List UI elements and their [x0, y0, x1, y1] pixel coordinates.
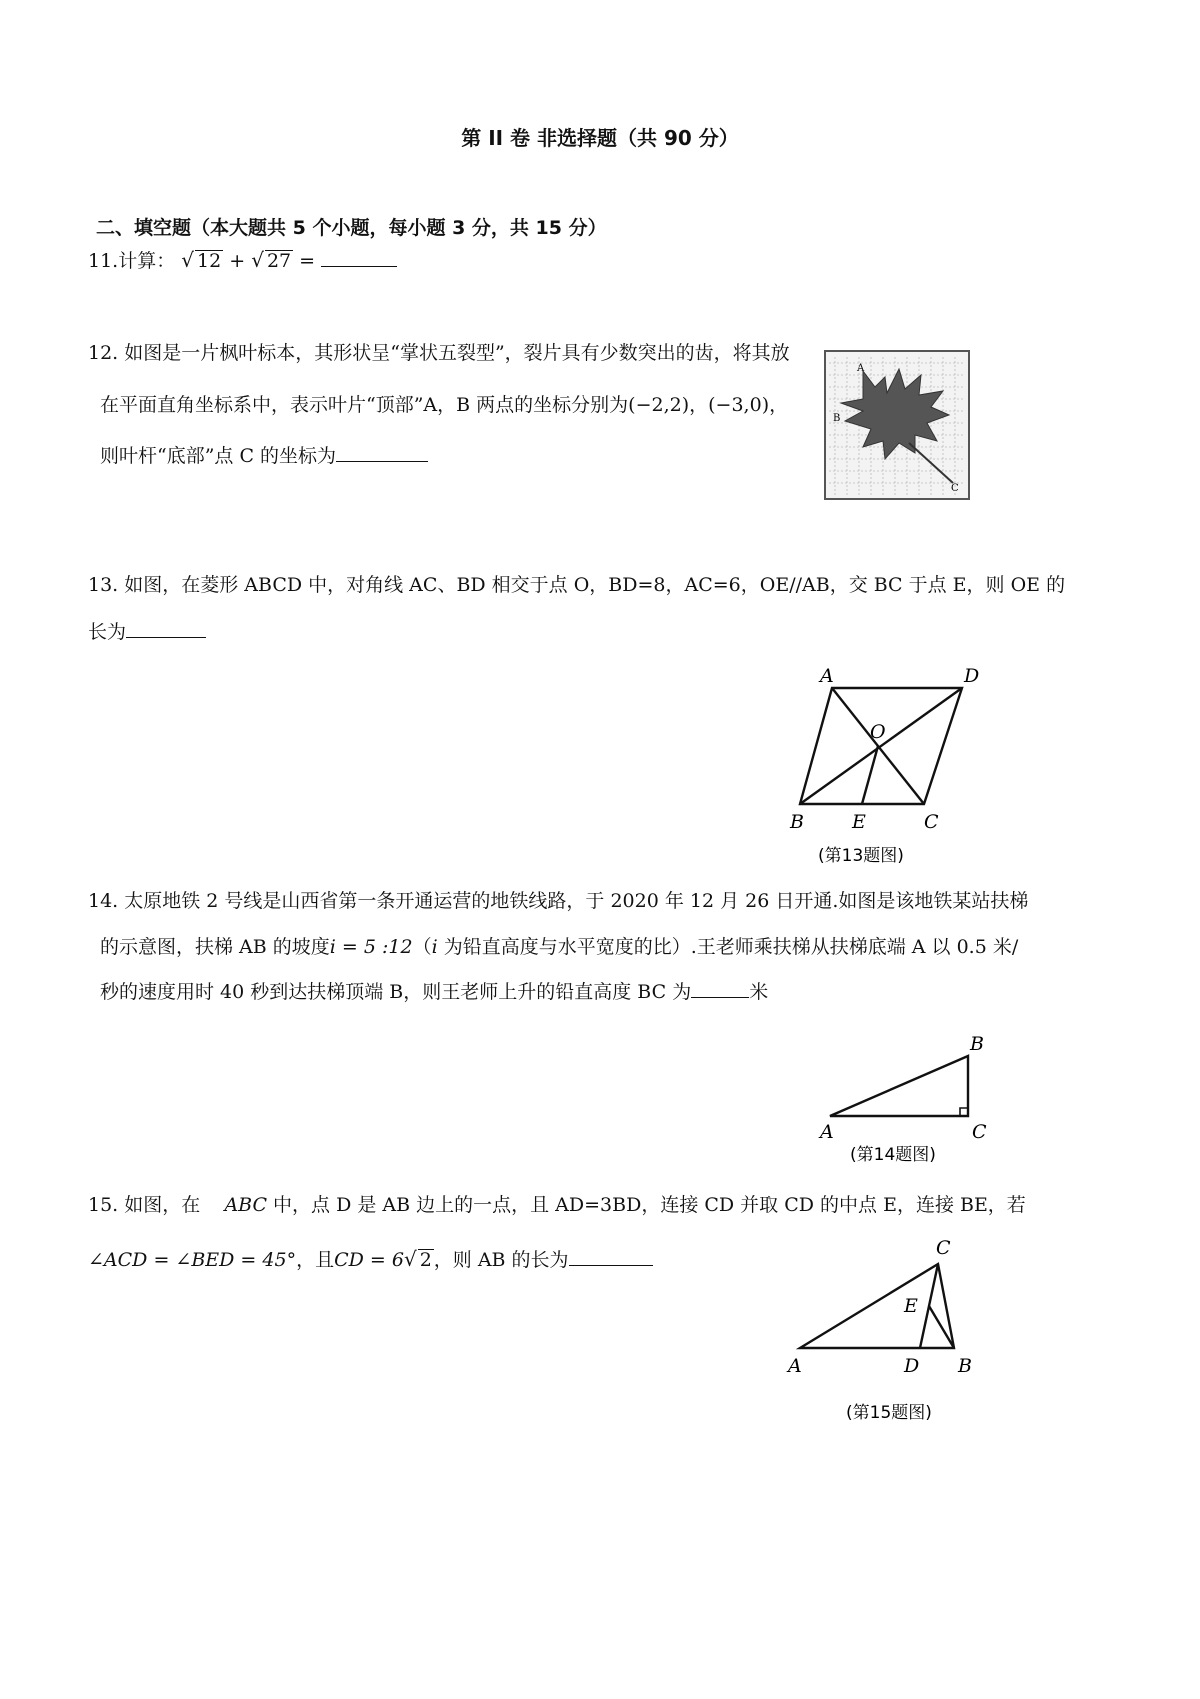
q15-answer-blank[interactable] — [569, 1245, 653, 1266]
q12-line-3-text: 则叶杆“底部”点 C 的坐标为 — [100, 445, 337, 467]
label-b: B — [970, 1033, 984, 1055]
label-e: E — [904, 1295, 918, 1317]
q14-line-1: 14. 太原地铁 2 号线是山西省第一条开通运营的地铁线路，于 2020 年 12 月 26 日开通.如图是该地铁某站扶梯 — [88, 890, 1029, 912]
q14-caption: (第14题图) — [850, 1145, 936, 1165]
q15-line-1 — [88, 1192, 1026, 1218]
q14-i-symbol: i — [431, 936, 438, 958]
leaf-label-b: B — [833, 413, 841, 424]
q11-plus: + — [223, 250, 252, 272]
leaf-label-c: C — [951, 483, 959, 494]
q14-line-2-text: 的示意图，扶梯 AB 的坡度 — [100, 936, 330, 958]
label-b: B — [958, 1355, 972, 1377]
section-heading: 二、填空题（本大题共 5 个小题，每小题 3 分，共 15 分） — [96, 217, 607, 239]
q11-radicand-2: 27 — [266, 250, 292, 272]
label-a: A — [820, 1121, 834, 1143]
q12-coord-a: (−2,2) — [628, 394, 690, 416]
label-e: E — [852, 811, 866, 833]
triangle-abc — [800, 1264, 954, 1348]
q13-line-1: 13. 如图，在菱形 ABCD 中，对角线 AC、BD 相交于点 O，BD=8，AC=6，OE//AB，交 BC 于点 E，则 OE 的 — [88, 574, 1066, 596]
q12-separator: ， — [689, 394, 709, 416]
q15-line-2-end: ，则 AB 的长为 — [433, 1249, 569, 1271]
q12-line-1: 12. 如图是一片枫叶标本，其形状呈“掌状五裂型”，裂片具有少数突出的齿，将其放 — [88, 342, 790, 364]
maple-leaf-figure — [823, 349, 971, 501]
escalator-figure — [810, 1028, 1010, 1168]
part-title: 第 II 卷 非选择题（共 90 分） — [461, 126, 739, 150]
q12-line-2-end: ， — [769, 394, 789, 416]
label-a: A — [820, 665, 834, 687]
label-d: D — [904, 1355, 920, 1377]
q12-line-2-text: 在平面直角坐标系中，表示叶片“顶部”A，B 两点的坐标分别为 — [100, 394, 629, 416]
q12-line-2 — [100, 392, 788, 418]
q11-equals: = — [293, 250, 316, 272]
triangle-abc-figure — [780, 1230, 990, 1430]
q15-radicand: 2 — [419, 1249, 432, 1271]
escalator-triangle — [830, 1056, 968, 1116]
q14-slope: i = 5 :12 — [329, 936, 413, 958]
q11-answer-blank[interactable] — [321, 246, 397, 267]
label-b: B — [790, 811, 804, 833]
q15-and: ，且 — [296, 1249, 335, 1271]
q15-line-1-rest: 中，点 D 是 AB 边上的一点，且 AD=3BD，连接 CD 并取 CD 的中点 E，连接 BE，若 — [267, 1194, 1026, 1216]
label-c: C — [972, 1121, 987, 1143]
q14-line-2-rest: 为铅直高度与水平宽度的比）.王老师乘扶梯从扶梯底端 A 以 0.5 米/ — [437, 936, 1019, 958]
q15-cd: CD = 6 — [334, 1249, 404, 1271]
q14-line-2 — [100, 934, 1018, 960]
q12-line-3 — [100, 441, 428, 469]
q11-expression: √ 12 + √ 27 = — [181, 248, 316, 272]
diagonal-bd — [800, 688, 962, 804]
q15-line-1-text: 15. 如图，在 — [88, 1194, 201, 1216]
q11-prefix: 11.计算： — [88, 250, 176, 272]
q15-triangle-abc: ABC — [224, 1194, 268, 1216]
q14-answer-blank[interactable] — [691, 977, 749, 998]
label-d: D — [964, 665, 980, 687]
question-11 — [88, 246, 397, 274]
label-a: A — [788, 1355, 802, 1377]
q12-coord-b: (−3,0) — [708, 394, 770, 416]
label-c: C — [924, 811, 939, 833]
q13-caption: (第13题图) — [818, 846, 904, 866]
label-c: C — [936, 1237, 951, 1259]
q15-caption: (第15题图) — [846, 1403, 932, 1423]
label-o: O — [870, 721, 886, 743]
rhombus-figure — [780, 660, 1000, 870]
q14-paren-open: （ — [412, 936, 432, 958]
q13-line-2 — [88, 617, 206, 645]
leaf-label-a: A — [857, 363, 865, 374]
q14-unit: 米 — [749, 981, 769, 1003]
q13-answer-blank[interactable] — [126, 617, 206, 638]
q14-line-3 — [100, 977, 768, 1005]
q15-line-2: ∠ACD = ∠BED = 45°，且CD = 6√ 2 ，则 AB 的长为 — [88, 1245, 653, 1273]
q14-line-3-text: 秒的速度用时 40 秒到达扶梯顶端 B，则王老师上升的铅直高度 BC 为 — [100, 981, 692, 1003]
q13-line-2-text: 长为 — [88, 621, 127, 643]
q12-answer-blank[interactable] — [336, 441, 428, 462]
q15-angles: ∠ACD = ∠BED = 45° — [88, 1249, 297, 1271]
q11-radicand-1: 12 — [197, 250, 222, 272]
